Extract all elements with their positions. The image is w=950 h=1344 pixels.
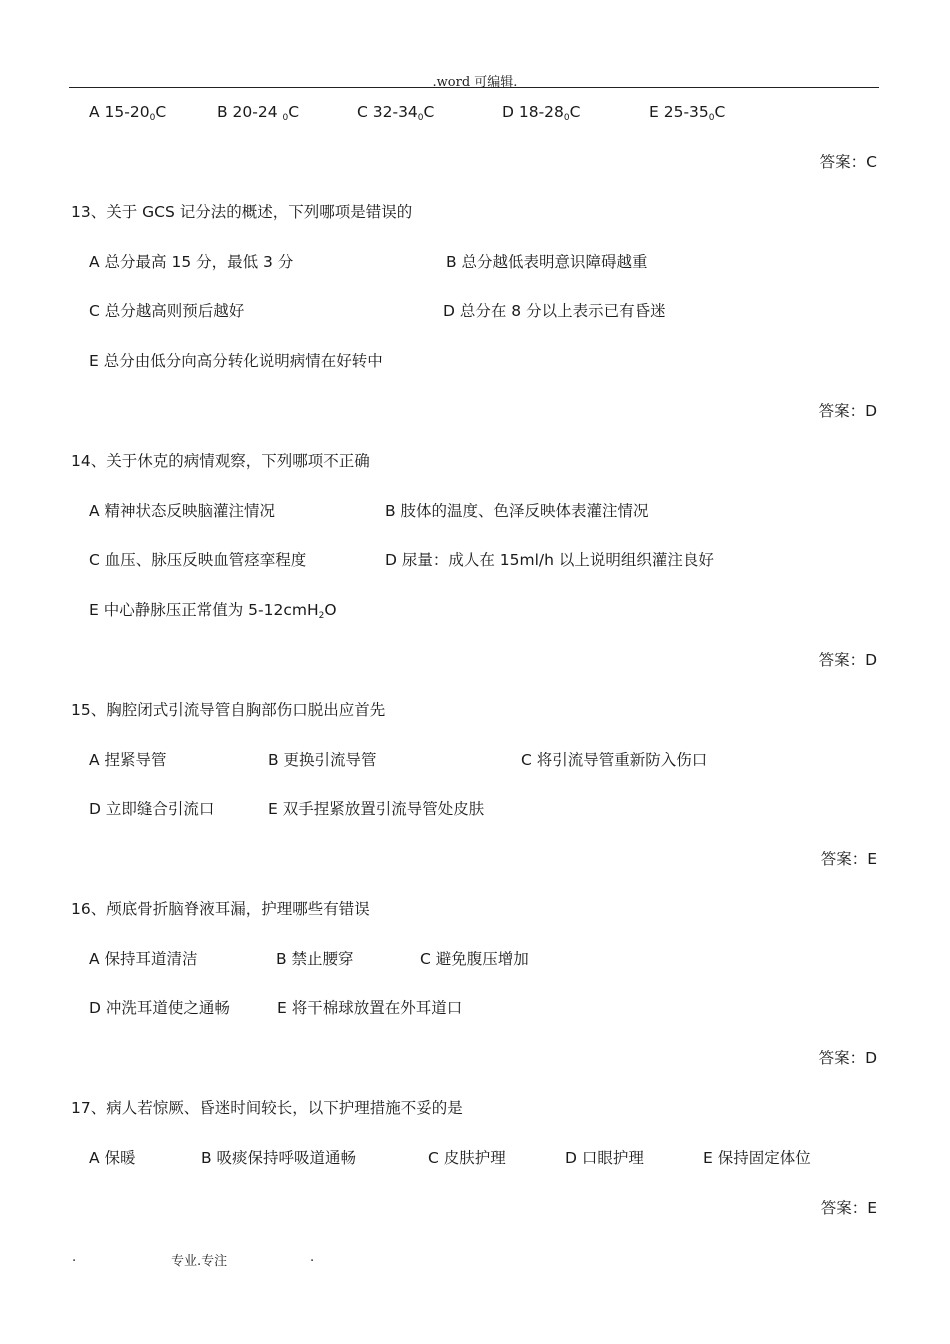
q15-option-c: C 将引流导管重新防入伤口 bbox=[521, 751, 708, 769]
q16-option-a: A 保持耳道清洁 bbox=[89, 950, 198, 968]
page-header: .word 可编辑. bbox=[432, 75, 518, 90]
q16-option-e: E 将干棉球放置在外耳道口 bbox=[277, 999, 463, 1017]
footer-left-dot: . bbox=[72, 1250, 77, 1265]
q15-option-d: D 立即缝合引流口 bbox=[89, 800, 215, 818]
q13-option-e: E 总分由低分向高分转化说明病情在好转中 bbox=[89, 352, 383, 370]
q14-option-b: B 肢体的温度、色泽反映体表灌注情况 bbox=[385, 502, 649, 520]
q12-answer: 答案：C bbox=[819, 153, 877, 171]
q14-question: 14、关于休克的病情观察，下列哪项不正确 bbox=[71, 452, 370, 470]
q13-question: 13、关于 GCS 记分法的概述，下列哪项是错误的 bbox=[71, 203, 413, 221]
q15-answer: 答案：E bbox=[820, 850, 877, 868]
q17-option-e: E 保持固定体位 bbox=[703, 1149, 811, 1167]
q17-option-a: A 保暖 bbox=[89, 1149, 136, 1167]
q14-option-c: C 血压、脉压反映血管痉挛程度 bbox=[89, 551, 307, 569]
q17-option-b: B 吸痰保持呼吸道通畅 bbox=[201, 1149, 357, 1167]
q12-option-b: B 20-24 $_0$C bbox=[217, 103, 300, 123]
q17-answer: 答案：E bbox=[820, 1199, 877, 1217]
q13-option-c: C 总分越高则预后越好 bbox=[89, 302, 245, 320]
q12-option-d: D $18-28_0C$ bbox=[502, 103, 581, 123]
q16-question: 16、颅底骨折脑脊液耳漏，护理哪些有错误 bbox=[71, 900, 370, 918]
q17-option-d: D 口眼护理 bbox=[565, 1149, 644, 1167]
q13-option-a: A 总分最高 15 分，最低 3 分 bbox=[89, 253, 294, 271]
q12-option-e: E $25-35_0C$ bbox=[649, 103, 726, 123]
q17-option-c: C 皮肤护理 bbox=[428, 1149, 506, 1167]
q16-answer: 答案：D bbox=[818, 1049, 877, 1067]
q13-answer: 答案：D bbox=[818, 402, 877, 420]
q13-option-d: D 总分在 8 分以上表示已有昏迷 bbox=[443, 302, 666, 320]
q16-option-d: D 冲洗耳道使之通畅 bbox=[89, 999, 230, 1017]
q14-answer: 答案：D bbox=[818, 651, 877, 669]
q12-option-a: A $15-20_0C$ bbox=[89, 103, 167, 123]
q15-option-e: E 双手捏紧放置引流导管处皮肤 bbox=[268, 800, 485, 818]
q15-option-b: B 更换引流导管 bbox=[268, 751, 377, 769]
q15-question: 15、胸腔闭式引流导管自胸部伤口脱出应首先 bbox=[71, 701, 386, 719]
q16-option-c: C 避免腹压增加 bbox=[420, 950, 529, 968]
q12-option-c: C $32-34_0C$ bbox=[357, 103, 435, 123]
q16-option-b: B 禁止腰穿 bbox=[276, 950, 354, 968]
q17-question: 17、病人若惊厥、昏迷时间较长，以下护理措施不妥的是 bbox=[71, 1099, 463, 1117]
footer-right-dot: . bbox=[310, 1250, 315, 1265]
q14-option-e: E 中心静脉压正常值为 5-12cmH$_2$O bbox=[89, 601, 337, 621]
header-divider bbox=[69, 87, 879, 88]
footer-text: 专业.专注 bbox=[171, 1254, 228, 1269]
q14-option-d: D 尿量：成人在 15ml/h 以上说明组织灌注良好 bbox=[385, 551, 714, 569]
q13-option-b: B 总分越低表明意识障碍越重 bbox=[446, 253, 648, 271]
q14-option-a: A 精神状态反映脑灌注情况 bbox=[89, 502, 276, 520]
q15-option-a: A 捏紧导管 bbox=[89, 751, 167, 769]
